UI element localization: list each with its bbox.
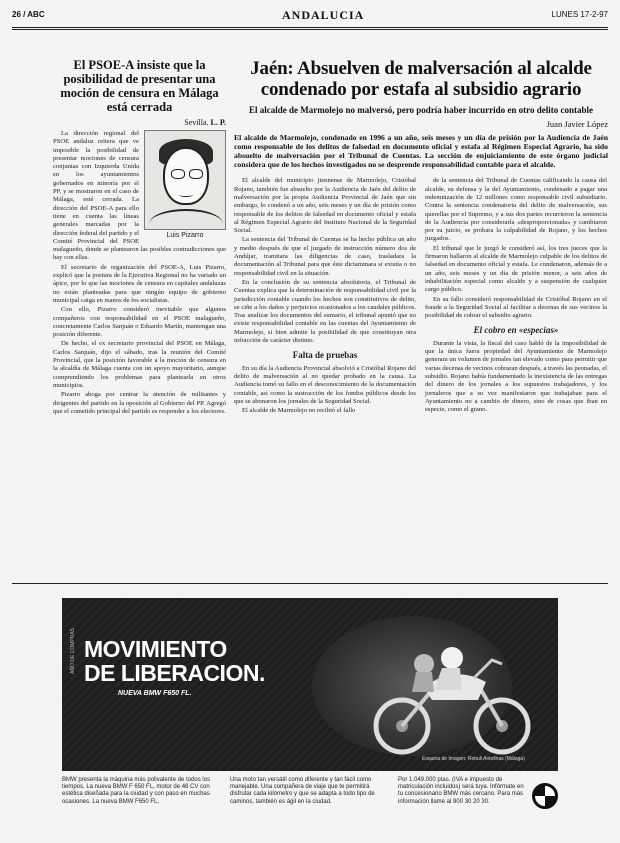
page-header bbox=[12, 8, 608, 24]
main-article-byline: Juan Javier López bbox=[546, 119, 608, 129]
main-paragraph: de la sentencia del Tribunal de Cuentas calificando la causa del alcalde, su defensa y la del Ayuntamiento, condenado a pagar una indemnización de 12 millones como responsable civil subsidiario. Contra la sentencia condenatoria del delito de malversación, sus querellas por el Supremo, y a sus dos partes recurrieron la sentencia de la Audiencia por considerarla «desproporcionada» y cambiaron por su juicio, se probara la culpabilidad de Rojano, y los hechos juzgados. bbox=[425, 177, 607, 243]
section-title: ANDALUCIA bbox=[282, 8, 365, 22]
main-column-2 bbox=[425, 177, 607, 416]
ad-footer-text-1: BMW presenta la máquina más polivalente de todos los tiempos. La nueva BMW F 650 FL, motor de 48 CV con estética diseñada para la ciudad y con paso en muchas ocasiones. La nueva BMW F650 FL. bbox=[62, 777, 211, 805]
left-article-byline bbox=[53, 118, 226, 127]
left-article-title: El PSOE-A insiste que la posibilidad de presentar una moción de censura en Málaga está cerrada bbox=[60, 58, 219, 114]
main-article-subtitle: El alcalde de Marmolejo no malversó, pero podría haber incurrido en otro delito contable bbox=[249, 105, 593, 115]
left-paragraph: Pizarro aboga por centrar la atención de militantes y dirigentes del partido en la oposición al Gobierno del PP. Agregó que el cometido principal del partido es responder a los electores. bbox=[53, 391, 226, 415]
portrait-illustration bbox=[144, 130, 226, 230]
ad-headline-line2: DE LIBERACION. bbox=[84, 660, 265, 686]
main-article bbox=[234, 58, 608, 416]
main-paragraph: El tribunal que le juzgó le consideró así, los tres jueces que la firmaron hallaron al alcalde de Marmolejo culpable de los delitos de falsedad en documento oficial y estafa. Le condenaron, además de a un año, seis meses y un día de prisión menor, a seis años de inhabilitación especial como alcalde y a suspensión de cualquier cargo público. bbox=[425, 244, 607, 294]
ad-footer-text-3: Por 1.049.000 ptas. (IVA e impuesto de matriculación incluidos) será tuya. Infórmate en tu concesionario BMW más cercano. Para más información llame al 900 30 20 30. bbox=[398, 777, 524, 805]
issue-date: LUNES 17-2-97 bbox=[551, 10, 608, 19]
bmw-logo-icon bbox=[532, 783, 558, 809]
main-paragraph: En su fallo consideró responsabilidad de Cristóbal Rojano en el fraude a la Seguridad Social al facilitar a decenas de sus vecinos la posibilidad de cobrar el subsidio agrario. bbox=[425, 295, 607, 320]
ad-footer bbox=[62, 777, 558, 813]
main-paragraph: Durante la vista, la fiscal del caso habló de la imposibilidad de que la única fuera propiedad del Ayuntamiento de Marmolejo generara un volumen de jornales tan elevado como para permitir que varias decenas de vecinos cobraran después, a través las peonadas, el subsidio. Rojano había fundamentado la inexistencia de las entregas del dinero de los jornales a los supuestos trabajadores, y los jornaleros que a su vez manifestaron que trabajaban para el Ayuntamiento no a cambio de dinero, sino de cosas que iban en especie, como el grano. bbox=[425, 339, 607, 414]
main-column-1 bbox=[234, 177, 416, 416]
left-paragraph: El secretario de organización del PSOE-A, Luis Pizarro, explicó que la postura de la Ejecutiva Regional no ha variado un ápice, por lo que las mociones de censura en capitales andaluzas no están planteadas para que ningún equipo de gobierno municipal caiga en manos de los socialistas. bbox=[53, 263, 226, 304]
ad-subline: NUEVA BMW F650 FL. bbox=[118, 690, 192, 697]
portrait-figure bbox=[144, 130, 226, 242]
main-paragraph: El alcalde del municipio jiennense de Marmolejo, Cristóbal Rojano, también fue absuelto por la Audiencia de Jaén del delito de malversación por la propia Audiencia Provincial de Jaén que sin embargo, lo condenó a un año, seis meses y un día de prisión como responsable de los delitos de falsedad en documento oficial y estafa al Régimen Especial Agrario del Instituto Nacional de la Seguridad Social. bbox=[234, 177, 416, 235]
main-paragraph: En su día la Audiencia Provincial absolvió a Cristóbal Rojano del delito de malversación al no quedar probado en la causa. La Audiencia tomó su fallo en el desconocimiento de la documentación contable, así como la sustracción de los fondos públicos desde los que se abonaron los jornales de la Seguridad Social. bbox=[234, 364, 416, 405]
byline-city: Sevilla. bbox=[184, 118, 209, 127]
ad-separator-rule bbox=[12, 583, 608, 584]
header-rule-thin bbox=[12, 29, 608, 30]
byline-author: L. P. bbox=[210, 118, 226, 127]
ad-footer-text-2: Una moto tan versátil como diferente y tan fácil como manejable. Una compañera de viaje que te permitirá disfrutar cada kilómetro y que se adapta a todo tipo de caminos, también es ágil en la ciudad. bbox=[230, 777, 375, 805]
main-paragraph: La sentencia del Tribunal de Cuentas se ha hecho pública un año y medio después de que el juzgado de instrucción número dos de Andújar, tramitara las diligencias de caso, trasladara la documentación al Tribunal para que éste dictaminara si existía o no responsabilidad civil en la situación. bbox=[234, 236, 416, 277]
ad-photo-credit: Esquina de Imagen: Rebull Antolinas (Málaga) bbox=[422, 756, 525, 762]
bmw-advertisement bbox=[62, 598, 558, 771]
portrait-caption: Luis Pizarro bbox=[166, 232, 204, 239]
page-number: 26 / ABC bbox=[12, 10, 45, 19]
left-paragraph: La dirección regional del PSOE andaluz reitera que ve imposible la posibilidad de presentar mociones de censura conjuntas con Izquierda Unida en los ayuntamientos gobernados en minoría por el PP, y se mostraron en el caso de Málaga, esté cerrada. La dirección del PSOE-A para ello tiene en cuenta las líneas generales marcadas por la dirección federal del partido y el Comité Provincial del PSOE malagueño, donde se plantearon las posibles contradicciones que hay con ellas. bbox=[53, 130, 226, 262]
left-paragraph: De hecho, el ex secretario provincial del PSOE en Málaga, Carlos Sanjuán, dijo el sábado, tras la reunión del Comité Provincial, que la posición favorable a la moción de censura en la alcaldía de Málaga cuenta con un apoyo mayoritario, aunque comprendiendo los problemas para plantearla en otros municipios. bbox=[53, 340, 226, 389]
main-article-title: Jaén: Absuelven de malversación al alcalde condenado por estafa al subsidio agrario bbox=[250, 58, 592, 100]
ad-side-text: AÑO DE COMPRAS bbox=[70, 628, 76, 674]
header-rule bbox=[12, 27, 608, 28]
main-paragraph: El alcalde de Marmolejo no recibió el fallo bbox=[242, 407, 356, 415]
subhead-falta-de-pruebas: Falta de pruebas bbox=[292, 350, 358, 361]
motorcycle-illustration bbox=[362, 638, 542, 756]
main-paragraph: En la conclusión de su sentencia absolutoria, el Tribunal de Cuentas explica que la determinación de responsabilidad civil por la jurisdicción contable cuando los hechos son constitutivos de delito, se ciñe a los daños y perjuicios ocasionados a los caudales públicos. Tras analizar los documentos del sumario, el tribunal apuntó que no existe responsabilidad contable en las cuentas del Ayuntamiento de Marmolejo, si bien admite la posibilidad de que constituyan otra infracción de carácter distinto. bbox=[234, 278, 416, 345]
left-article bbox=[53, 58, 226, 568]
main-article-lead: El alcalde de Marmolejo, condenado en 1996 a un año, seis meses y un día de prisión por la Audiencia de Jaén como responsable de los delitos de falsedad en documento oficial y estafa al Régimen Especial Agrario, ha sido absuelto de malversación por el Tribunal de Cuentas. La sección de enjuiciamiento de este órgano judicial considera que de los hechos investigados no se desprende responsabilidad contable para el alcalde. bbox=[234, 133, 608, 170]
left-article-body bbox=[53, 130, 226, 416]
ad-headline-line1: MOVIMIENTO bbox=[84, 636, 227, 662]
main-article-columns bbox=[234, 177, 608, 416]
subhead-cobro-especias: El cobro en «especias» bbox=[473, 325, 559, 336]
left-paragraph: Con ello, Pizarro consideró inevitable que algunos compañeros con responsabilidad en el PSOE malagueño, concretamente Carlos Sanjuán o Eduardo Martín, mantengan una posición diferente. bbox=[53, 306, 226, 339]
